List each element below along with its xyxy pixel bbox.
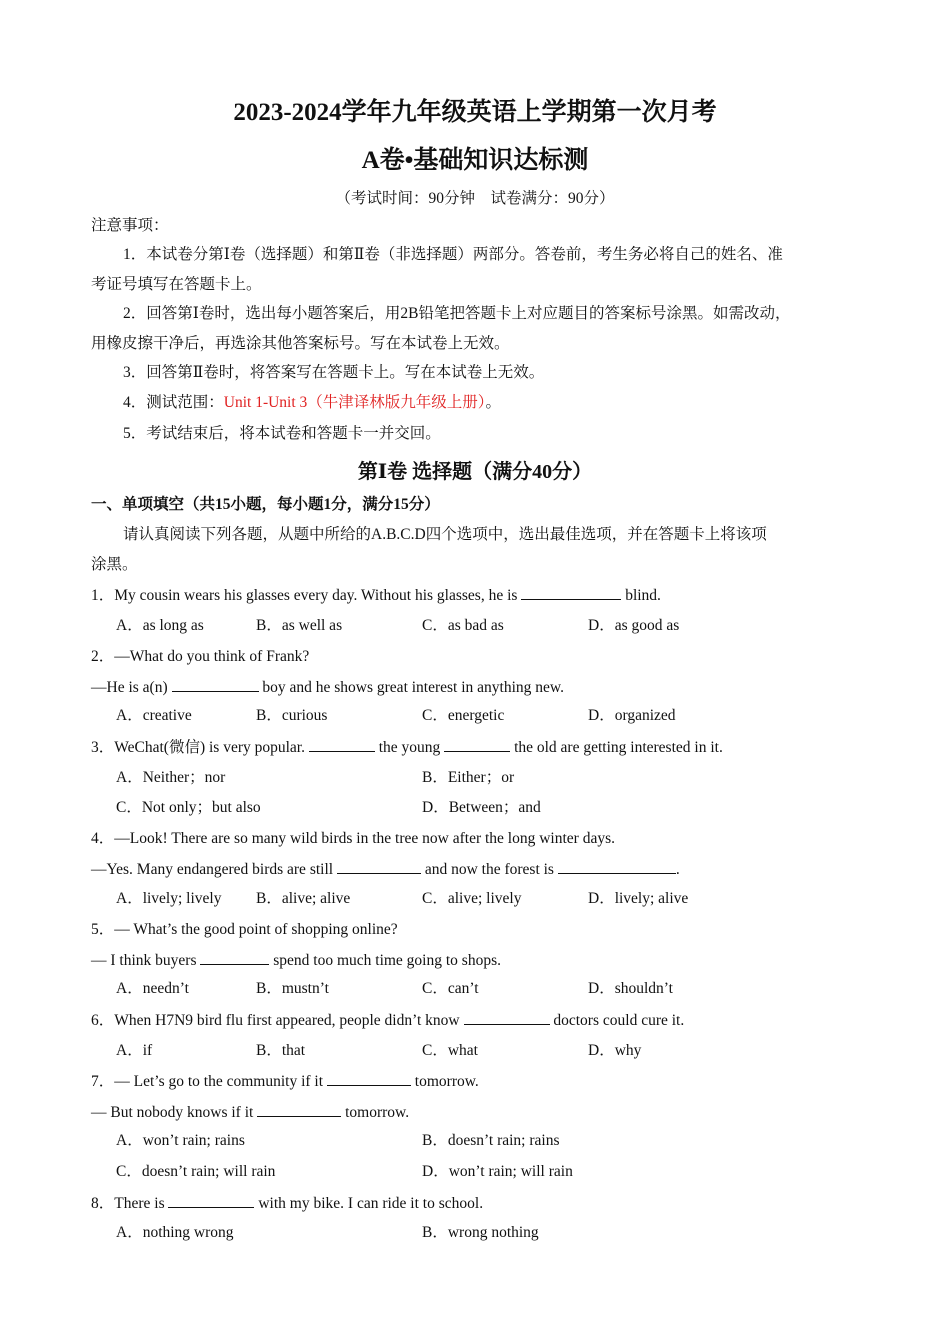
q3-option-d: D．Between；and (422, 799, 541, 816)
exam-subtitle: A卷•基础知识达标测 (361, 147, 589, 174)
part-heading: 一、单项填空（共15小题，每小题1分，满分15分） (91, 496, 440, 513)
answer-blank (309, 737, 375, 752)
q2-option-c: C．energetic (422, 707, 505, 724)
question-1: 1．My cousin wears his glasses every day. Without his glasses, he is blind. (91, 587, 661, 604)
q6-option-a: A．if (116, 1042, 153, 1059)
q7-option-c: C．doesn’t rain; will rain (116, 1163, 276, 1180)
q2-option-b: B．curious (256, 707, 328, 724)
section-title: 第Ⅰ卷 选择题（满分40分） (357, 461, 593, 483)
notes-heading: 注意事项： (91, 217, 169, 234)
note-2-line-2: 用橡皮擦干净后，再选涂其他答案标号。写在本试卷上无效。 (91, 335, 510, 352)
q1-option-d: D．as good as (588, 617, 680, 634)
answer-blank (168, 1193, 254, 1208)
answer-blank (558, 859, 676, 874)
q4-option-a: A．lively; lively (116, 890, 222, 907)
question-5-reply: — I think buyers spend too much time going to shops. (91, 952, 501, 969)
answer-blank (200, 950, 269, 965)
answer-blank (521, 585, 621, 600)
q2-option-d: D．organized (588, 707, 676, 724)
q8-option-a: A．nothing wrong (116, 1224, 234, 1241)
q4-option-d: D．lively; alive (588, 890, 689, 907)
answer-blank (464, 1010, 550, 1025)
q2-option-a: A．creative (116, 707, 192, 724)
note-5: 5．考试结束后，将本试卷和答题卡一并交回。 (123, 425, 441, 442)
note-3: 3．回答第Ⅱ卷时，将答案写在答题卡上。写在本试卷上无效。 (123, 364, 545, 381)
q1-option-b: B．as well as (256, 617, 343, 634)
q7-option-d: D．won’t rain; will rain (422, 1163, 573, 1180)
q5-option-b: B．mustn’t (256, 980, 329, 997)
note-4-prefix: 4．测试范围： (123, 394, 224, 411)
q5-option-c: C．can’t (422, 980, 479, 997)
q8-option-b: B．wrong nothing (422, 1224, 539, 1241)
q3-option-b: B．Either；or (422, 769, 515, 786)
note-2-line-1: 2．回答第Ⅰ卷时，选出每小题答案后，用2B铅笔把答题卡上对应题目的答案标号涂黑。如需改动， (123, 305, 791, 322)
answer-blank (327, 1071, 411, 1086)
answer-blank (172, 677, 259, 692)
question-4: 4．—Look! There are so many wild birds in the tree now after the long winter days. (91, 830, 615, 847)
part-instruction-line-1: 请认真阅读下列各题，从题中所给的A.B.C.D四个选项中，选出最佳选项，并在答题卡上将该项 (123, 526, 767, 543)
q6-option-c: C．what (422, 1042, 478, 1059)
note-4 (123, 393, 501, 413)
q4-option-c: C．alive; lively (422, 890, 522, 907)
test-scope: Unit 1-Unit 3（牛津译林版九年级上册） (223, 394, 486, 411)
note-1-line-1: 1．本试卷分第Ⅰ卷（选择题）和第Ⅱ卷（非选择题）两部分。答卷前，考生务必将自己的姓名、准 (123, 246, 783, 263)
exam-title: 2023-2024学年九年级英语上学期第一次月考 (233, 99, 717, 126)
question-3: 3．WeChat(微信) is very popular. the young the old are getting interested in it. (91, 739, 723, 756)
question-4-reply: —Yes. Many endangered birds are still and now the forest is . (91, 861, 680, 878)
question-7-reply: — But nobody knows if it tomorrow. (91, 1104, 410, 1121)
q6-option-b: B．that (256, 1042, 306, 1059)
q3-option-a: A．Neither；nor (116, 769, 226, 786)
question-8: 8．There is with my bike. I can ride it to school. (91, 1195, 484, 1212)
q5-option-a: A．needn’t (116, 980, 189, 997)
q3-option-c: C．Not only；but also (116, 799, 261, 816)
q5-option-d: D．shouldn’t (588, 980, 673, 997)
q7-option-a: A．won’t rain; rains (116, 1132, 245, 1149)
question-7: 7．— Let’s go to the community if it tomorrow. (91, 1073, 479, 1090)
exam-info: （考试时间：90分钟 试卷满分：90分） (335, 190, 615, 207)
question-6: 6．When H7N9 bird flu first appeared, people didn’t know doctors could cure it. (91, 1012, 685, 1029)
answer-blank (257, 1102, 341, 1117)
q6-option-d: D．why (588, 1042, 642, 1059)
answer-blank (337, 859, 421, 874)
answer-blank (444, 737, 510, 752)
q1-option-a: A．as long as (116, 617, 204, 634)
q4-option-b: B．alive; alive (256, 890, 351, 907)
question-5: 5．— What’s the good point of shopping online? (91, 921, 398, 938)
note-4-suffix: 。 (485, 394, 502, 411)
question-2-reply: —He is a(n) boy and he shows great interest in anything new. (91, 679, 564, 696)
q1-option-c: C．as bad as (422, 617, 504, 634)
part-instruction-line-2: 涂黑。 (91, 556, 138, 573)
q7-option-b: B．doesn’t rain; rains (422, 1132, 560, 1149)
question-2: 2．—What do you think of Frank? (91, 648, 310, 665)
note-1-line-2: 考证号填写在答题卡上。 (91, 276, 262, 293)
